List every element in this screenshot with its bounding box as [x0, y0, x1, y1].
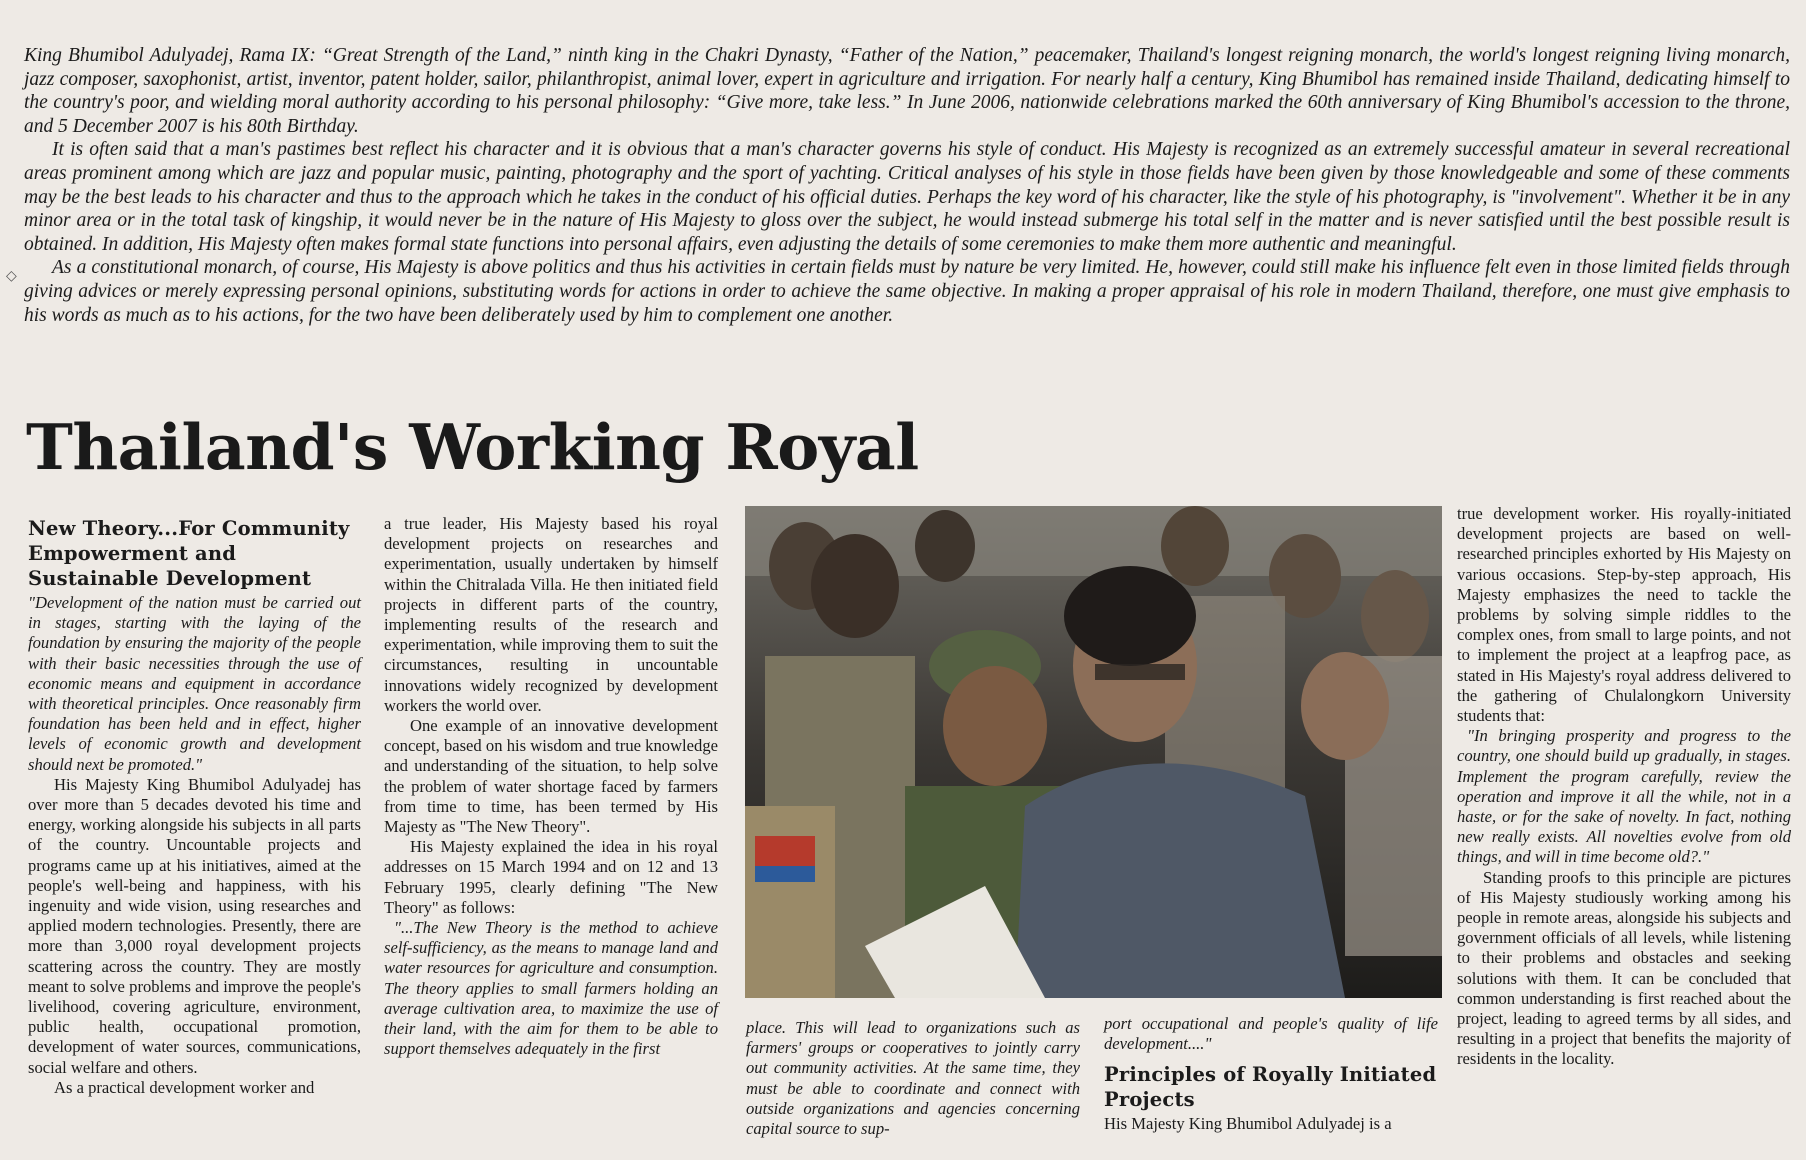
- col4-quote-end: port occupational and people's quality of life development....": [1104, 1014, 1438, 1054]
- col1-paragraph-2: As a practical development worker and: [54, 1077, 315, 1097]
- intro-paragraph-3: As a constitutional monarch, of course, His Majesty is above politics and thus his activities in certain fields must by nature be very limited. He, however, could still make his influence felt even in those limited fields through giving advices or merely expressing personal opinions, substituting words for actions in order to achieve the same objective. In making a proper appraisal of his role in modern Thailand, therefore, one must give emphasis to his words as much as to his actions, for the two have been deliberately used by him to complement one another.: [24, 257, 1790, 326]
- col5-paragraph-1: true development worker. His royally-initiated development projects are based on well-researched principles exhorted by His Majesty on various occasions. Step-by-step approach, His Majesty emphasizes the need to tackle the problems by solving simple riddles to the complex ones, from small to large points, and not to implement the project at a leapfrog pace, as stated in His Majesty's royal address delivered to the gathering of Chulalongkorn University students that:: [1457, 504, 1791, 726]
- pull-quote-development: "Development of the nation must be carried out in stages, starting with the laying of the foundation by ensuring the majority of the people with their basic necessities through the use of economic means and equipment in accordance with theoretical principles. Once reasonably firm foundation has been held and in effect, higher levels of economic growth and development should next be promoted.": [28, 593, 361, 774]
- subhead-principles: Principles of Royally Initiated Projects: [1104, 1063, 1437, 1112]
- col2-paragraph-2: One example of an innovative development concept, based on his wisdom and true knowledge and understanding of the situation, to help solve the problem of water shortage faced by farmers from time to time, has been termed by His Majesty as "The New Theory".: [384, 716, 718, 837]
- margin-mark: ◇: [6, 268, 17, 284]
- col3-continuation: place. This will lead to organizations such as farmers' groups or cooperatives to jointly carry out community activities. At the same time, they must be able to coordinate and connect with outside organizations and agencies concerning capital source to sup-: [746, 1018, 1080, 1139]
- column-3: [746, 1018, 1080, 1139]
- column-4: [1104, 1014, 1438, 1135]
- chulalongkorn-quote: "In bringing prosperity and progress to the country, one should build up gradually, in stages. Implement the program carefully, review the operation and improve it all the while, not in a haste, or for the sake of novelty. In fact, nothing new really exists. All novelties evolve from old things, and will in time become old?.": [1457, 726, 1791, 867]
- intro-paragraph-2: It is often said that a man's pastimes best reflect his character and it is obvious that a man's character governs his style of conduct. His Majesty is recognized as an extremely successful amateur in several recreational areas prominent among which are jazz and popular music, painting, photography and the sport of yachting. Critical analyses of his style in those fields have been given by those knowledgeable and some of these comments may be the best leads to his character and thus to the approach which he takes in the conduct of his official duties. Perhaps the key word of his character, like the style of his photography, is "involvement". Whether it be in any minor area or in the total task of kingship, it would never be in the nature of His Majesty to gloss over the subject, he would instead submerge his total self in the matter and is never satisfied until the best possible result is obtained. In addition, His Majesty often makes formal state functions into personal affairs, even adjusting the details of some ceremonies to make them more authentic and meaningful.: [24, 139, 1790, 255]
- col4-paragraph-1: His Majesty King Bhumibol Adulyadej is a: [1104, 1114, 1392, 1134]
- photo-illustration: [745, 506, 1442, 998]
- column-5: [1457, 504, 1791, 1070]
- col5-paragraph-2: Standing proofs to this principle are pictures of His Majesty studiously working among his people in remote areas, alongside his subjects and government officials of all levels, while listening to their problems and obstacles and seeking solutions with them. It can be concluded that common understanding is first reached about the project, leading to agreed terms by all sides, and resulting in a project that benefits the majority of residents in the locality.: [1457, 867, 1791, 1069]
- col2-paragraph-1: a true leader, His Majesty based his royal development projects on researches and experimentation, usually undertaken by himself within the Chitralada Villa. He then initiated field projects in different parts of the country, implementing results of the research and experimentation, while improving them to suit the circumstances, resulting in uncountable innovations widely recognized by development workers the world over.: [384, 514, 718, 715]
- intro-section: [24, 44, 1790, 327]
- col2-paragraph-3: His Majesty explained the idea in his royal addresses on 15 March 1994 and on 12 and 13 February 1995, clearly defining "The New Theory" as follows:: [384, 837, 718, 917]
- intro-paragraph-1: King Bhumibol Adulyadej, Rama IX: “Great Strength of the Land,” ninth king in the Chakri Dynasty, “Father of the Nation,” peacemaker, Thailand's longest reigning monarch, the world's longest reigning living monarch, jazz composer, saxophonist, artist, inventor, patent holder, sailor, philanthropist, animal lover, expert in agriculture and irrigation. For nearly half a century, King Bhumibol has remained inside Thailand, dedicating himself to the country's poor, and wielding moral authority according to his personal philosophy: “Give more, take less.” In June 2006, nationwide celebrations marked the 60th anniversary of King Bhumibol's accession to the throne, and 5 December 2007 is his 80th Birthday.: [24, 45, 1790, 137]
- column-1: [28, 516, 361, 1098]
- col1-paragraph-1: His Majesty King Bhumibol Adulyadej has over more than 5 decades devoted his time and energy, working alongside his subjects in all parts of the country. Uncountable projects and programs came up at his initiatives, aimed at the people's well-being and happiness, with his ingenuity and wide vision, using researches and applied modern technologies. Presently, there are more than 3,000 royal development projects scattering across the country. They are mostly meant to solve problems and improve the people's livelihood, covering agriculture, environment, public health, occupational promotion, development of water sources, communications, social welfare and others.: [28, 774, 361, 1077]
- new-theory-quote: "...The New Theory is the method to achieve self-sufficiency, as the means to manage land and water resources for agriculture and consumption. The theory applies to small farmers holding an average cultivation area, to maximize the use of their land, with the aim for them to be able to support themselves adequately in the first: [384, 918, 718, 1059]
- column-2: [384, 514, 718, 1059]
- subhead-new-theory: New Theory...For Community Empowerment and Sustainable Development: [28, 517, 350, 590]
- king-with-officials-photo: [745, 506, 1442, 998]
- article-headline: Thailand's Working Royal: [26, 410, 919, 484]
